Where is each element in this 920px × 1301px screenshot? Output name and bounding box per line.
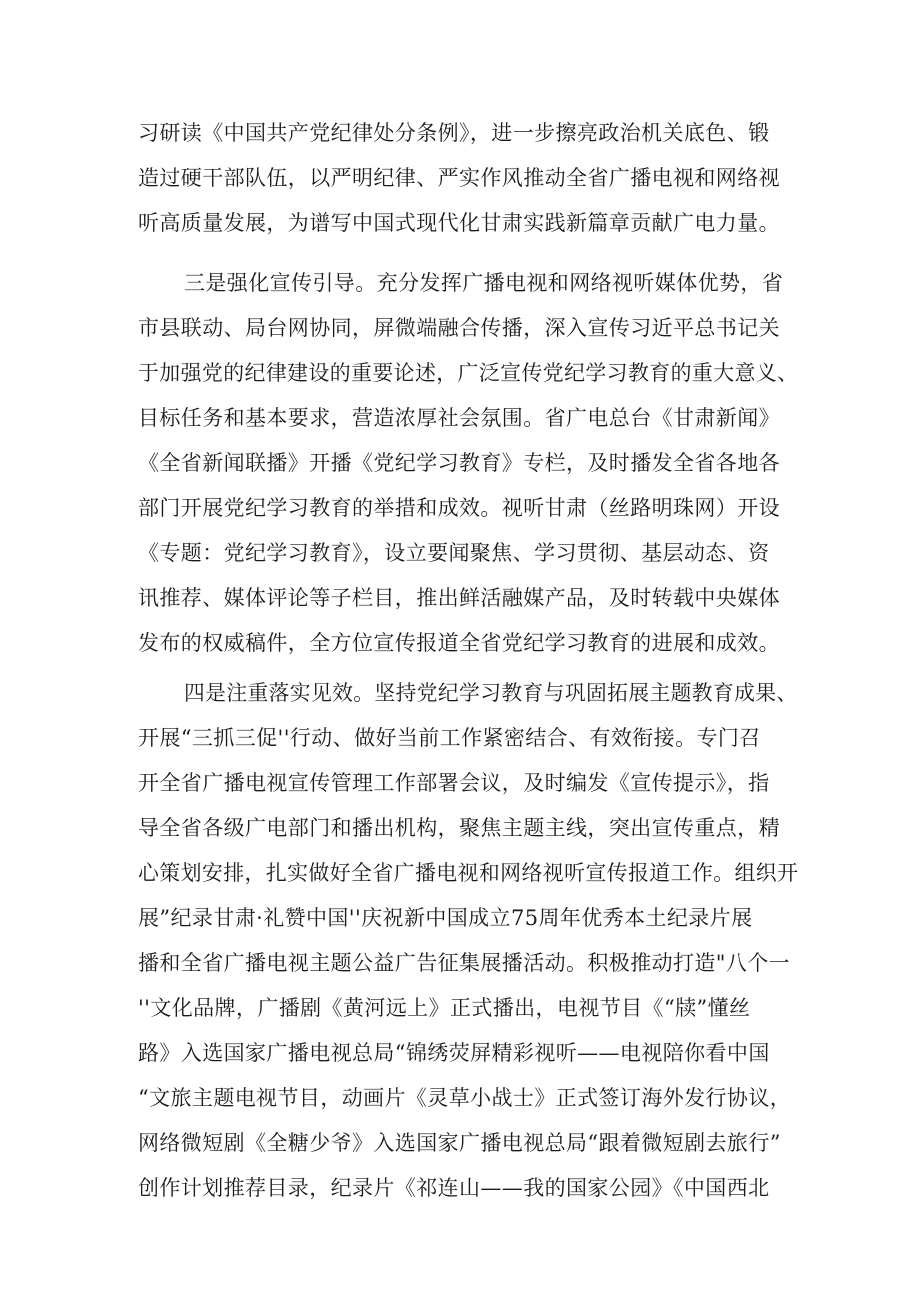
text-line: 展”纪录甘肃·礼赞中国''庆祝新中国成立75周年优秀本土纪录片展 bbox=[138, 906, 753, 930]
text-line: 《专题：党纪学习教育》，设立要闻聚焦、学习贯彻、基层动态、资 bbox=[138, 541, 770, 565]
text-line: 路》入选国家广播电视总局“锦绣荧屏精彩视听——电视陪你看中国 bbox=[138, 1041, 770, 1065]
text-line: 部门开展党纪学习教育的举措和成效。视听甘肃（丝路明珠网）开设 bbox=[138, 496, 780, 520]
text-line: ''文化品牌，广播剧《黄河远上》正式播出，电视节目《“牍”懂丝 bbox=[138, 996, 751, 1020]
text-line: 于加强党的纪律建设的重要论述，广泛宣传党纪学习教育的重大意义、 bbox=[138, 361, 799, 385]
text-line: 发布的权威稿件，全方位宣传报道全省党纪学习教育的进展和成效。 bbox=[138, 631, 780, 655]
text-line: 网络微短剧《全糖少爷》入选国家广播电视总局“跟着微短剧去旅行” bbox=[138, 1131, 781, 1155]
text-line: 导全省各级广电部门和播出机构，聚焦主题主线，突出宣传重点，精 bbox=[138, 816, 780, 840]
text-line: 市县联动、局台网协同，屏微端融合传播，深入宣传习近平总书记关 bbox=[138, 316, 780, 340]
text-line: 《全省新闻联播》开播《党纪学习教育》专栏，及时播发全省各地各 bbox=[138, 451, 780, 475]
text-line: 开全省广播电视宣传管理工作部署会议，及时编发《宣传提示》，指 bbox=[138, 771, 770, 795]
text-line: 听高质量发展，为谱写中国式现代化甘肃实践新篇章贡献广电力量。 bbox=[138, 211, 780, 235]
text-line: 开展“三抓三促''行动、做好当前工作紧密结合、有效衔接。专门召 bbox=[138, 726, 761, 750]
text-line: 习研读《中国共产党纪律处分条例》，进一步擦亮政治机关底色、锻 bbox=[138, 121, 770, 145]
text-line: 目标任务和基本要求，营造浓厚社会氛围。省广电总台《甘肃新闻》 bbox=[138, 406, 780, 430]
text-line: 三是强化宣传引导。充分发挥广播电视和网络视听媒体优势，省 bbox=[184, 271, 784, 295]
text-line: 播和全省广播电视主题公益广告征集展播活动。积极推动打造"八个一 bbox=[138, 951, 791, 975]
text-line: 四是注重落实见效。坚持党纪学习教育与巩固拓展主题教育成果、 bbox=[184, 681, 798, 705]
text-line: 心策划安排，扎实做好全省广播电视和网络视听宣传报道工作。组织开 bbox=[138, 861, 799, 885]
text-line: 造过硬干部队伍，以严明纪律、严实作风推动全省广播电视和网络视 bbox=[138, 166, 780, 190]
text-line: “文旅主题电视节目，动画片《灵草小战士》正式签订海外发行协议， bbox=[138, 1086, 792, 1110]
text-line: 创作计划推荐目录，纪录片《祁连山——我的国家公园》《中国西北 bbox=[138, 1176, 770, 1200]
text-line: 讯推荐、媒体评论等子栏目，推出鲜活融媒产品，及时转载中央媒体 bbox=[138, 586, 780, 610]
